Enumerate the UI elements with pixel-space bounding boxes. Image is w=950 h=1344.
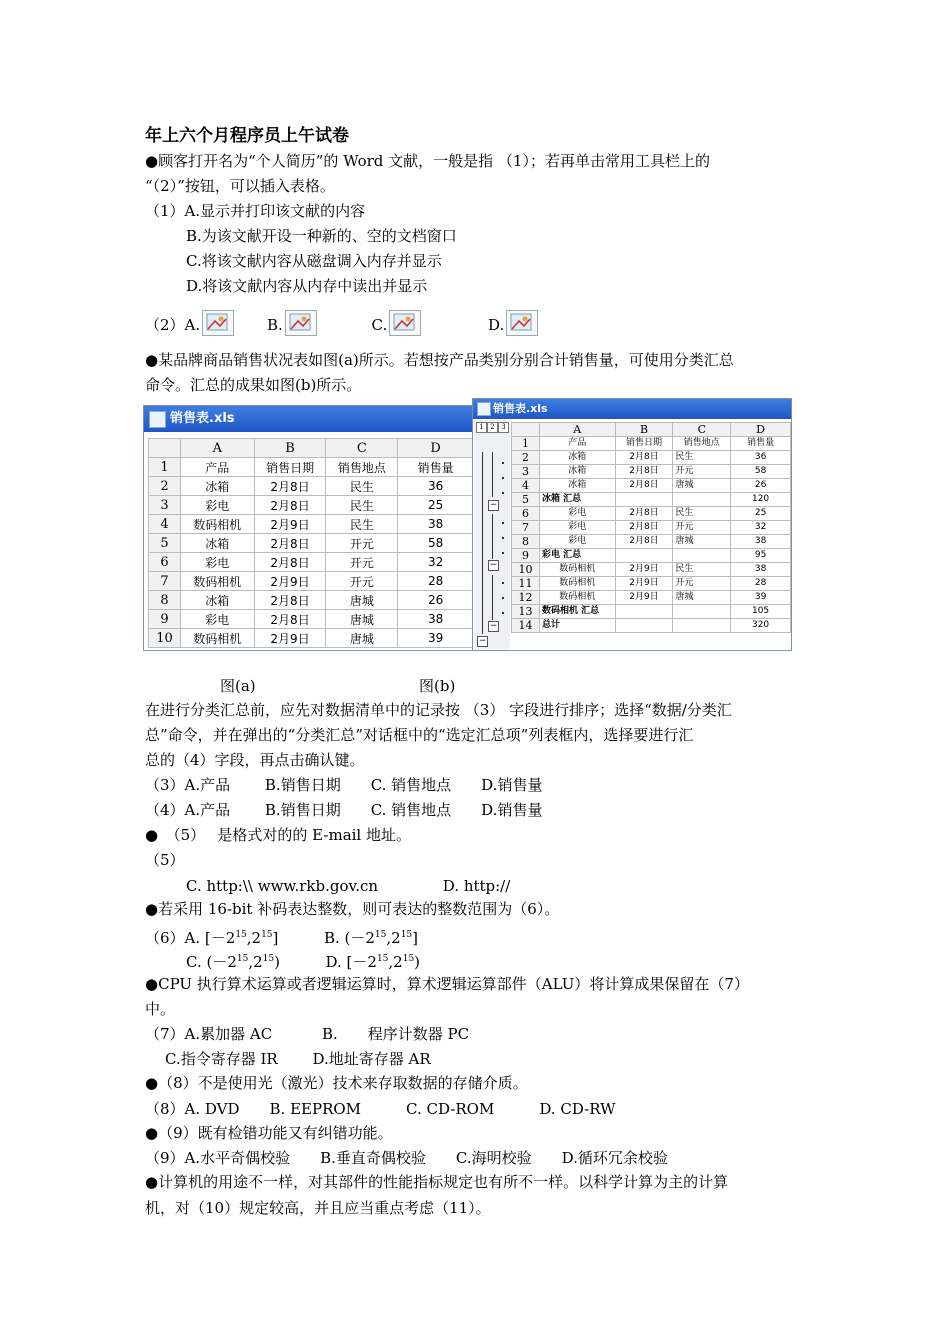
row-number: 7: [149, 572, 181, 591]
header-cell: 销售地点: [673, 437, 731, 451]
sales-sheet-a: [143, 405, 475, 651]
q6-c-pre: C. (－2: [186, 953, 237, 971]
excel-file-icon: [149, 411, 166, 428]
data-cell: 开元: [326, 553, 398, 572]
header-cell: 产品: [180, 458, 254, 477]
sheet-b-titlebar: [473, 399, 791, 419]
table-row: [149, 610, 474, 629]
q7-options-cd: C.指令寄存器 IR D.地址寄存器 AR: [165, 1050, 431, 1068]
q5-options: C. http:\\ www.rkb.gov.cn D. http://: [186, 877, 511, 895]
table-row: [512, 549, 791, 563]
q6-d-pre: D. [－2: [325, 953, 377, 971]
data-cell: 唐城: [326, 629, 398, 648]
data-cell: 彩电: [539, 535, 615, 549]
data-cell: 民生: [326, 477, 398, 496]
excel-file-icon: [477, 402, 491, 416]
row-number: 5: [512, 493, 540, 507]
q10-stem-line2: 机，对（10）规定较高，并且应当重点考虑（11）。: [145, 1199, 491, 1217]
data-cell: 冰箱: [180, 591, 254, 610]
table-row: [512, 521, 791, 535]
row-number: 4: [512, 479, 540, 493]
outline-bracket: [492, 575, 493, 620]
broken-image-icon: [285, 310, 317, 336]
q6-a-post: ]: [272, 929, 279, 947]
exponent: 15: [402, 954, 415, 964]
outline-bracket: [492, 514, 493, 559]
figure-caption-b: 图(b): [419, 677, 456, 695]
data-cell: 数码相机: [539, 577, 615, 591]
table-row: [512, 437, 791, 451]
broken-image-icon: [506, 310, 538, 336]
row-number: 12: [512, 591, 540, 605]
col-header: A: [180, 439, 254, 458]
q6-options-ab: [145, 925, 418, 948]
q6-options-cd: [186, 949, 420, 972]
row-number: 2: [149, 477, 181, 496]
table-row: [512, 465, 791, 479]
row-number: 6: [512, 507, 540, 521]
data-cell: 39: [731, 591, 791, 605]
q1-stem-line1: ●顾客打开名为“个人简历”的 Word 文献，一般是指 （1）；若再单击常用工具栏上的: [145, 152, 710, 170]
data-cell: 冰箱: [539, 465, 615, 479]
collapse-group-icon[interactable]: −: [489, 500, 498, 510]
sheet-a-grid: [148, 438, 474, 648]
q3-para-line2: 总”命令，并在弹出的“分类汇总”对话框中的“选定汇总项”列表框内，选择要进行汇: [145, 726, 694, 744]
data-cell: 2月9日: [254, 629, 326, 648]
table-row: [149, 591, 474, 610]
data-cell: 彩电: [539, 507, 615, 521]
row-number: 3: [512, 465, 540, 479]
data-cell: 2月8日: [254, 496, 326, 515]
data-cell: 数码相机 汇总: [539, 605, 615, 619]
exponent: 15: [236, 954, 249, 964]
data-cell: 32: [398, 553, 474, 572]
table-row: [512, 493, 791, 507]
corner-cell: [512, 423, 540, 437]
sheet-b-grid: [511, 422, 791, 633]
data-cell: 彩电: [539, 521, 615, 535]
exponent: 15: [374, 930, 387, 940]
row-number: 1: [149, 458, 181, 477]
q10-stem-line1: ●计算机的用途不一样，对其部件的性能指标规定也有所不一样。以科学计算为主的计算: [145, 1173, 729, 1191]
sales-sheet-b: [472, 398, 792, 651]
data-cell: 95: [731, 549, 791, 563]
table-row: [149, 496, 474, 515]
data-cell: 冰箱 汇总: [539, 493, 615, 507]
data-cell: [673, 493, 731, 507]
data-cell: 民生: [673, 451, 731, 465]
q6-d-mid: ,2: [388, 953, 403, 971]
broken-image-icon: [389, 310, 421, 336]
col-header: C: [673, 423, 731, 437]
table-row: [149, 515, 474, 534]
outline-level-button[interactable]: 3: [498, 422, 509, 433]
data-cell: 39: [398, 629, 474, 648]
data-cell: 民生: [326, 515, 398, 534]
data-cell: 数码相机: [180, 515, 254, 534]
data-cell: [615, 549, 673, 563]
q9-stem: ●（9）既有检错功能又有纠错功能。: [145, 1124, 393, 1142]
data-cell: 2月9日: [254, 572, 326, 591]
q6-a-mid: ,2: [246, 929, 262, 947]
table-row: [149, 629, 474, 648]
outline-bracket: [492, 452, 493, 497]
data-cell: 26: [398, 591, 474, 610]
data-cell: 36: [731, 451, 791, 465]
data-cell: 2月9日: [254, 515, 326, 534]
q1-stem-line2: “（2）”按钮，可以插入表格。: [145, 177, 335, 195]
data-cell: [673, 619, 731, 633]
data-cell: 彩电: [180, 553, 254, 572]
corner-cell: [149, 439, 181, 458]
data-cell: 2月8日: [615, 451, 673, 465]
q8-stem: ●（8）不是使用光（激光）技术来存取数据的存储介质。: [145, 1074, 528, 1092]
table-row: [149, 477, 474, 496]
q3-para-line1: 在进行分类汇总前，应先对数据清单中的记录按 （3） 字段进行排序；选择“数据/分类汇: [145, 701, 732, 719]
sheet-a-titlebar: [144, 406, 474, 432]
data-cell: 冰箱: [539, 479, 615, 493]
data-cell: 开元: [673, 465, 731, 479]
q6-c-mid: ,2: [248, 953, 263, 971]
data-cell: 2月8日: [615, 507, 673, 521]
data-cell: 120: [731, 493, 791, 507]
q2-label-c: C.: [371, 316, 388, 334]
data-cell: 开元: [326, 534, 398, 553]
data-cell: 28: [731, 577, 791, 591]
exponent: 15: [400, 930, 413, 940]
q5-stem: ● （5） 是格式对的的 E-mail 地址。: [145, 826, 411, 844]
header-cell: 销售量: [731, 437, 791, 451]
data-cell: 彩电: [180, 496, 254, 515]
sheet-b-title: 销售表.xls: [493, 402, 548, 415]
data-cell: 民生: [673, 563, 731, 577]
data-cell: 2月8日: [254, 591, 326, 610]
data-cell: 唐城: [326, 610, 398, 629]
row-number: 11: [512, 577, 540, 591]
q2-label-a: （2）A.: [145, 316, 201, 334]
q6-b-mid: ,2: [386, 929, 401, 947]
data-cell: 320: [731, 619, 791, 633]
data-cell: 2月8日: [254, 477, 326, 496]
page-title: 年上六个月程序员上午试卷: [145, 126, 349, 146]
data-cell: [615, 605, 673, 619]
col-header: B: [254, 439, 326, 458]
data-cell: 2月8日: [615, 465, 673, 479]
data-cell: 唐城: [673, 535, 731, 549]
col-header: A: [539, 423, 615, 437]
data-cell: 数码相机: [539, 563, 615, 577]
collapse-group-icon[interactable]: −: [489, 560, 498, 570]
row-number: 14: [512, 619, 540, 633]
data-cell: 冰箱: [180, 534, 254, 553]
table-row: [149, 534, 474, 553]
data-cell: 105: [731, 605, 791, 619]
row-number: 2: [512, 451, 540, 465]
data-cell: 38: [398, 610, 474, 629]
data-cell: 36: [398, 477, 474, 496]
data-cell: 民生: [326, 496, 398, 515]
data-cell: 2月8日: [254, 610, 326, 629]
sheet-a-title: 销售表.xls: [170, 411, 235, 426]
q4-options: （4）A.产品 B.销售日期 C. 销售地点 D.销售量: [145, 801, 543, 819]
data-cell: 25: [731, 507, 791, 521]
table-row: [512, 451, 791, 465]
table-row: [512, 577, 791, 591]
data-cell: 数码相机: [180, 572, 254, 591]
data-cell: 唐城: [673, 479, 731, 493]
header-cell: 销售量: [398, 458, 474, 477]
col-header: D: [731, 423, 791, 437]
data-cell: 彩电: [180, 610, 254, 629]
data-cell: 2月8日: [254, 534, 326, 553]
table-row: [149, 458, 474, 477]
q2-options: [145, 310, 538, 336]
table-row: [149, 572, 474, 591]
data-cell: 总计: [539, 619, 615, 633]
data-cell: [673, 605, 731, 619]
row-number: 3: [149, 496, 181, 515]
data-cell: 2月8日: [615, 521, 673, 535]
data-cell: 2月9日: [615, 591, 673, 605]
broken-image-icon: [202, 310, 234, 336]
q6-b-pre: B. (－2: [323, 929, 375, 947]
table-row: [512, 563, 791, 577]
row-number: 9: [149, 610, 181, 629]
row-number: 4: [149, 515, 181, 534]
table-row: [512, 591, 791, 605]
q1-option-c: C.将该文献内容从磁盘调入内存并显示: [186, 252, 442, 270]
data-cell: 2月8日: [615, 535, 673, 549]
q8-options: （8）A. DVD B. EEPROM C. CD-ROM D. CD-RW: [145, 1100, 616, 1118]
q7-stem-line2: 中。: [145, 1000, 176, 1018]
data-cell: 38: [398, 515, 474, 534]
data-cell: 32: [731, 521, 791, 535]
q6-b-post: ]: [412, 929, 418, 947]
data-cell: [673, 549, 731, 563]
row-number: 6: [149, 553, 181, 572]
col-header: B: [615, 423, 673, 437]
q2-label-b: B.: [266, 316, 283, 334]
row-number: 10: [149, 629, 181, 648]
table-row: [512, 605, 791, 619]
exponent: 15: [235, 930, 247, 940]
data-cell: 民生: [673, 507, 731, 521]
col-header: C: [326, 439, 398, 458]
col-header: D: [398, 439, 474, 458]
data-cell: 冰箱: [180, 477, 254, 496]
data-cell: 2月9日: [615, 563, 673, 577]
data-cell: 彩电 汇总: [539, 549, 615, 563]
row-number: 10: [512, 563, 540, 577]
q7-stem-line1: ●CPU 执行算术运算或者逻辑运算时，算术逻辑运算部件（ALU）将计算成果保留在（7）: [145, 975, 749, 993]
row-number: 5: [149, 534, 181, 553]
data-cell: 唐城: [673, 591, 731, 605]
q6-a-pre: （6）A. [－2: [145, 929, 236, 947]
q2-label-d: D.: [488, 316, 505, 334]
row-number: 13: [512, 605, 540, 619]
data-cell: 2月8日: [615, 479, 673, 493]
table-row: [512, 619, 791, 633]
table-row: [512, 479, 791, 493]
figure-caption-a: 图(a): [220, 677, 256, 695]
data-cell: 开元: [673, 521, 731, 535]
exponent: 15: [376, 954, 389, 964]
q3-options: （3）A.产品 B.销售日期 C. 销售地点 D.销售量: [145, 776, 543, 794]
row-number: 7: [512, 521, 540, 535]
data-cell: 38: [731, 535, 791, 549]
outline-bracket: [482, 452, 483, 634]
data-cell: 唐城: [326, 591, 398, 610]
outline-level-button[interactable]: 2: [487, 422, 498, 433]
data-cell: 冰箱: [539, 451, 615, 465]
row-number: 8: [512, 535, 540, 549]
header-cell: 销售日期: [615, 437, 673, 451]
q1-option-b: B.为该文献开设一种新的、空的文档窗口: [186, 227, 457, 245]
q3-stem-line1: ●某品牌商品销售状况表如图(a)所示。若想按产品类别分别合计销售量，可使用分类汇总: [145, 351, 734, 369]
data-cell: 开元: [326, 572, 398, 591]
exponent: 15: [262, 954, 275, 964]
row-number: 8: [149, 591, 181, 610]
q9-options: （9）A.水平奇偶校验 B.垂直奇偶校验 C.海明校验 D.循环冗余校验: [145, 1149, 668, 1167]
data-cell: 38: [731, 563, 791, 577]
q7-options-ab: （7）A.累加器 AC B. 程序计数器 PC: [145, 1025, 470, 1043]
data-cell: 数码相机: [539, 591, 615, 605]
q3-stem-line2: 命令。汇总的成果如图(b)所示。: [145, 376, 362, 394]
data-cell: 2月9日: [615, 577, 673, 591]
exponent: 15: [261, 930, 273, 940]
header-cell: 产品: [539, 437, 615, 451]
data-cell: 开元: [673, 577, 731, 591]
q5-label: （5）: [145, 851, 185, 869]
outline-pane: [474, 420, 510, 649]
collapse-group-icon[interactable]: −: [489, 621, 498, 631]
q6-d-post: ): [414, 953, 421, 971]
data-cell: 58: [398, 534, 474, 553]
header-cell: 销售地点: [326, 458, 398, 477]
q6-c-post: ): [274, 953, 280, 971]
table-row: [149, 553, 474, 572]
table-row: [512, 507, 791, 521]
q6-stem: ●若采用 16-bit 补码表达整数，则可表达的整数范围为（6）。: [145, 900, 560, 918]
row-number: 9: [512, 549, 540, 563]
q3-para-line3: 总的（4）字段，再点击确认键。: [145, 751, 365, 769]
q1-option-a: （1）A.显示并打印该文献的内容: [145, 202, 366, 220]
data-cell: 58: [731, 465, 791, 479]
data-cell: [615, 619, 673, 633]
table-row: [512, 535, 791, 549]
data-cell: 28: [398, 572, 474, 591]
data-cell: [615, 493, 673, 507]
row-number: 1: [512, 437, 540, 451]
header-cell: 销售日期: [254, 458, 326, 477]
data-cell: 2月8日: [254, 553, 326, 572]
data-cell: 25: [398, 496, 474, 515]
outline-level-button[interactable]: 1: [476, 422, 487, 433]
data-cell: 26: [731, 479, 791, 493]
collapse-all-icon[interactable]: −: [478, 636, 487, 646]
data-cell: 数码相机: [180, 629, 254, 648]
q1-option-d: D.将该文献内容从内存中读出并显示: [186, 277, 428, 295]
